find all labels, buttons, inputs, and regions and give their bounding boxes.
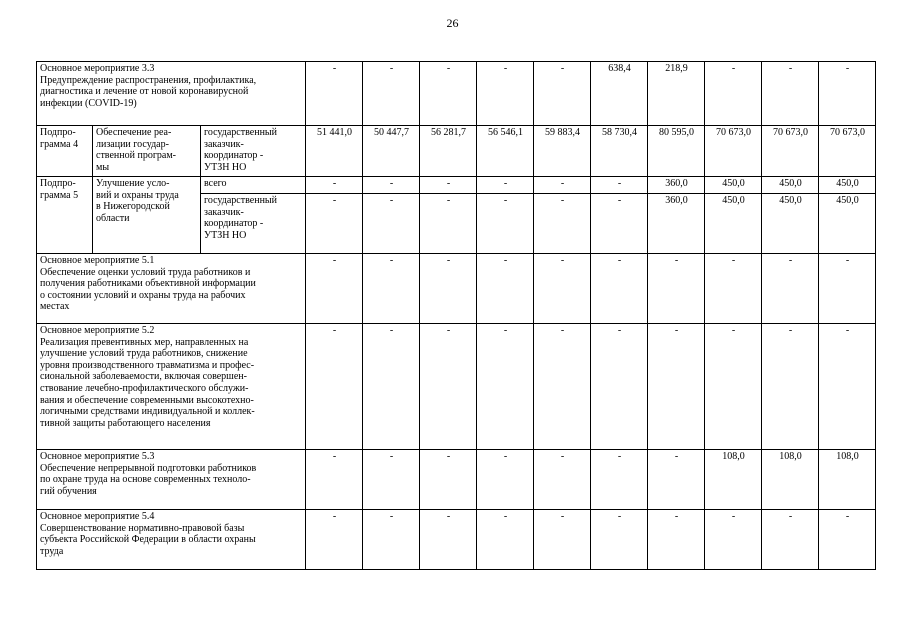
event-description-line: инфекции (COVID-19) <box>40 97 137 109</box>
value-cell: - <box>591 254 648 324</box>
table-row <box>37 324 876 450</box>
subprogram-label-line: грамма 5 <box>40 189 79 201</box>
event-description-line: логичными средствами индивидуальной и коллек- <box>40 406 255 418</box>
subprogram-name-line: лизации государ- <box>96 138 169 150</box>
value-cell: - <box>648 324 705 450</box>
event-description-line: Предупреждение распространения, профилактика, <box>40 74 257 86</box>
budget-table <box>36 61 876 570</box>
subprogram-label-cell <box>37 177 93 254</box>
value-cell: - <box>363 324 420 450</box>
event-description-line: сиональной заболеваемости, включая совершен- <box>40 371 247 383</box>
funding-source-line: координатор - <box>204 150 264 162</box>
event-description-line: уровня производственного травматизма и профес- <box>40 359 255 371</box>
subprogram-name-cell <box>93 126 201 177</box>
event-title: Основное мероприятие 5.2 <box>40 325 155 336</box>
value-cell: - <box>705 62 762 126</box>
value-cell: - <box>534 450 591 510</box>
value-cell: 108,0 <box>819 450 876 510</box>
value-cell: 450,0 <box>762 194 819 254</box>
value-cell: 638,4 <box>591 62 648 126</box>
value-cell: 450,0 <box>819 194 876 254</box>
value-cell: - <box>420 194 477 254</box>
value-cell: - <box>363 510 420 570</box>
event-description-line: Обеспечение оценки условий труда работников и <box>40 266 251 278</box>
event-description-line: труда <box>40 545 64 557</box>
value-cell: 56 281,7 <box>420 126 477 177</box>
event-description-line: о состоянии условий и охраны труда на рабочих <box>40 289 246 301</box>
value-cell: - <box>477 194 534 254</box>
event-description-line: тивной защиты работающего населения <box>40 417 211 429</box>
value-cell: - <box>306 62 363 126</box>
value-cell: 360,0 <box>648 194 705 254</box>
value-cell: - <box>420 510 477 570</box>
value-cell: - <box>762 510 819 570</box>
page-number: 26 <box>446 16 459 30</box>
value-cell: - <box>534 324 591 450</box>
value-cell: - <box>477 177 534 194</box>
value-cell: - <box>705 324 762 450</box>
value-cell: - <box>306 194 363 254</box>
value-cell: 450,0 <box>762 177 819 194</box>
subprogram-name-line: мы <box>96 161 110 173</box>
value-cell: - <box>306 177 363 194</box>
value-cell: - <box>648 450 705 510</box>
subprogram-name-line: Улучшение усло- <box>96 178 170 189</box>
funding-source-cell <box>201 194 306 254</box>
event-title: Основное мероприятие 5.1 <box>40 255 155 266</box>
value-cell: - <box>363 194 420 254</box>
value-cell: - <box>819 510 876 570</box>
value-cell: - <box>363 62 420 126</box>
value-cell: 59 883,4 <box>534 126 591 177</box>
subprogram-label-line: Подпро- <box>40 178 76 189</box>
value-cell: 108,0 <box>762 450 819 510</box>
value-cell: - <box>591 510 648 570</box>
event-description-line: диагностика и лечение от новой коронавирусной <box>40 86 249 98</box>
value-cell: 56 546,1 <box>477 126 534 177</box>
value-cell: 58 730,4 <box>591 126 648 177</box>
event-description-line: получения работниками объективной информации <box>40 278 256 290</box>
value-cell: 70 673,0 <box>762 126 819 177</box>
subprogram-name-line: вий и охраны труда <box>96 189 179 201</box>
table-row <box>37 510 876 570</box>
funding-source-line: государственный <box>204 127 277 138</box>
value-cell: - <box>819 254 876 324</box>
value-cell: - <box>477 254 534 324</box>
event-description-cell <box>37 450 306 510</box>
event-description-cell <box>37 324 306 450</box>
value-cell: - <box>819 62 876 126</box>
value-cell: - <box>306 450 363 510</box>
funding-source-line: координатор - <box>204 218 264 230</box>
subprogram-label-cell <box>37 126 93 177</box>
value-cell: - <box>534 194 591 254</box>
value-cell: - <box>363 177 420 194</box>
value-cell: 51 441,0 <box>306 126 363 177</box>
table-row <box>37 177 876 194</box>
value-cell: - <box>534 62 591 126</box>
value-cell: 80 595,0 <box>648 126 705 177</box>
value-cell: - <box>477 510 534 570</box>
value-cell: 108,0 <box>705 450 762 510</box>
value-cell: - <box>363 450 420 510</box>
value-cell: - <box>534 254 591 324</box>
value-cell: 360,0 <box>648 177 705 194</box>
event-description-line: вания и обеспечение современными высокотехно- <box>40 394 254 406</box>
value-cell: - <box>705 510 762 570</box>
value-cell: 50 447,7 <box>363 126 420 177</box>
subprogram-name-line: области <box>96 212 130 224</box>
value-cell: - <box>306 510 363 570</box>
subprogram-label-line: Подпро- <box>40 127 76 138</box>
event-description-line: Совершенствование нормативно-правовой базы <box>40 522 245 534</box>
value-cell: - <box>762 62 819 126</box>
event-description-cell <box>37 510 306 570</box>
event-description-line: ствование лечебно-профилактического обслужи- <box>40 382 249 394</box>
value-cell: - <box>420 254 477 324</box>
value-cell: - <box>420 324 477 450</box>
table-row <box>37 62 876 126</box>
value-cell: 70 673,0 <box>705 126 762 177</box>
event-title: Основное мероприятие 3.3 <box>40 63 155 74</box>
event-description-line: по охране труда на основе современных техноло- <box>40 474 251 486</box>
value-cell: - <box>819 324 876 450</box>
table-row <box>37 126 876 177</box>
event-description-line: гий обучения <box>40 485 97 497</box>
table-body <box>37 62 876 570</box>
value-cell: - <box>762 324 819 450</box>
event-title: Основное мероприятие 5.4 <box>40 511 155 522</box>
event-description-cell <box>37 254 306 324</box>
value-cell: 450,0 <box>819 177 876 194</box>
funding-source-line: всего <box>204 178 227 189</box>
value-cell: - <box>420 62 477 126</box>
funding-source-line: УТЗН НО <box>204 229 247 241</box>
value-cell: - <box>591 450 648 510</box>
funding-source-cell <box>201 126 306 177</box>
funding-source-line: заказчик- <box>204 138 244 150</box>
value-cell: - <box>591 177 648 194</box>
value-cell: 450,0 <box>705 177 762 194</box>
table-row <box>37 254 876 324</box>
funding-source-cell <box>201 177 306 194</box>
value-cell: 70 673,0 <box>819 126 876 177</box>
event-description-line: Реализация превентивных мер, направленных на <box>40 336 249 348</box>
event-title: Основное мероприятие 5.3 <box>40 451 155 462</box>
value-cell: - <box>591 324 648 450</box>
value-cell: - <box>591 194 648 254</box>
event-description-cell <box>37 62 306 126</box>
value-cell: - <box>534 177 591 194</box>
value-cell: - <box>705 254 762 324</box>
subprogram-label-line: грамма 4 <box>40 138 79 150</box>
value-cell: - <box>534 510 591 570</box>
table-row <box>37 450 876 510</box>
event-description-line: субъекта Российской Федерации в области охраны <box>40 534 256 546</box>
value-cell: - <box>306 254 363 324</box>
value-cell: - <box>648 510 705 570</box>
funding-source-line: УТЗН НО <box>204 161 247 173</box>
value-cell: - <box>306 324 363 450</box>
subprogram-name-line: Обеспечение реа- <box>96 127 172 138</box>
value-cell: 218,9 <box>648 62 705 126</box>
event-description-line: улучшение условий труда работников, снижение <box>40 348 248 360</box>
value-cell: - <box>648 254 705 324</box>
value-cell: - <box>477 62 534 126</box>
value-cell: 450,0 <box>705 194 762 254</box>
funding-source-line: заказчик- <box>204 206 244 218</box>
value-cell: - <box>762 254 819 324</box>
subprogram-name-line: ственной програм- <box>96 150 177 162</box>
value-cell: - <box>477 450 534 510</box>
funding-source-line: государственный <box>204 195 277 206</box>
subprogram-name-line: в Нижегородской <box>96 201 170 213</box>
value-cell: - <box>420 450 477 510</box>
event-description-line: местах <box>40 301 70 313</box>
event-description-line: Обеспечение непрерывной подготовки работников <box>40 462 257 474</box>
value-cell: - <box>420 177 477 194</box>
subprogram-name-cell <box>93 177 201 254</box>
value-cell: - <box>477 324 534 450</box>
value-cell: - <box>363 254 420 324</box>
